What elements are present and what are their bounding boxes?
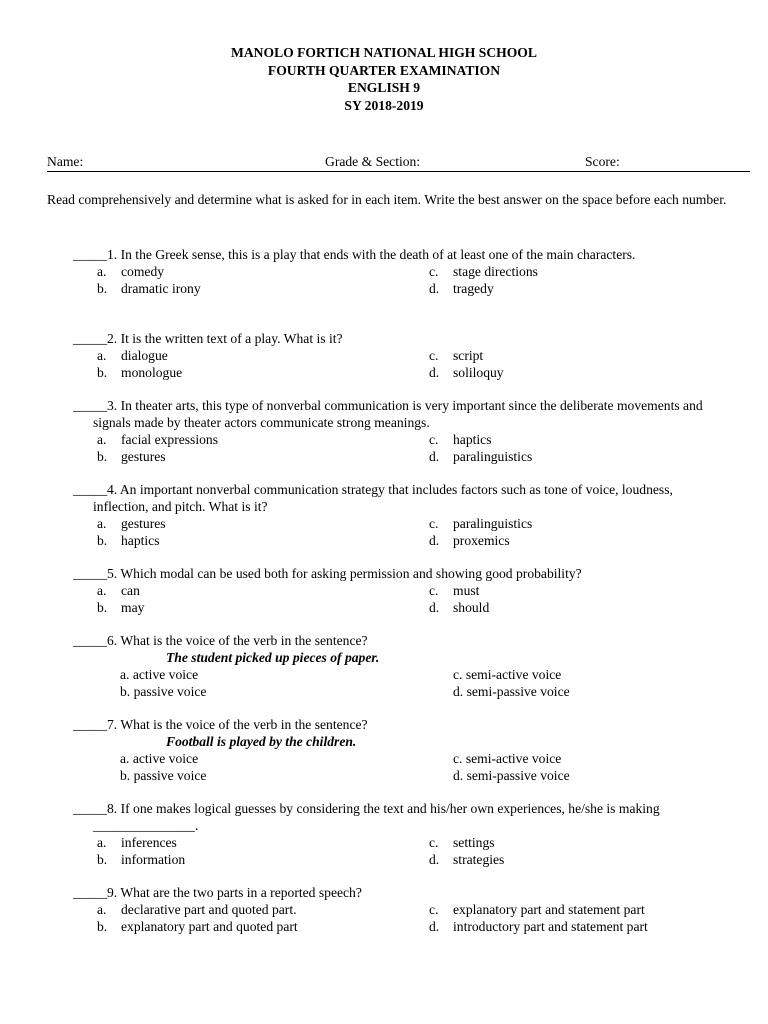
options [73,834,713,868]
instructions: Read comprehensively and determine what is asked for in each item. Write the best answer on the space before each number. [47,192,727,207]
option-c: c. script [429,348,484,363]
question-8 [73,800,713,868]
option-c: c. semi-active voice [453,751,562,766]
question-6 [73,632,713,700]
question-text: _____7. What is the voice of the verb in the sentence? [73,717,368,732]
options [73,666,713,700]
score-label: Score: [585,154,620,169]
option-d: d. tragedy [429,281,494,296]
question-text: _____3. In theater arts, this type of nonverbal communication is very important since the deliberate movements and signals made by theater actors communicate strong meanings. [73,398,703,430]
option-c: c. haptics [429,432,492,447]
question-7 [73,716,713,784]
option-a: a. inferences [97,835,177,850]
option-c: c. semi-active voice [453,667,562,682]
question-text: _____1. In the Greek sense, this is a play that ends with the death of at least one of the main characters. [73,247,636,262]
example-sentence: Football is played by the children. [166,734,357,749]
question-3 [73,397,713,465]
question-5 [73,565,713,616]
option-a: a. dialogue [97,348,168,363]
school-name: MANOLO FORTICH NATIONAL HIGH SCHOOL [231,45,537,60]
option-a: a. comedy [97,264,165,279]
subject-title: ENGLISH 9 [347,80,421,95]
question-text: _____6. What is the voice of the verb in the sentence? [73,633,368,648]
option-a: a. active voice [120,667,199,682]
option-d: d. paralinguistics [429,449,533,464]
exam-header [0,44,768,114]
question-text: _____2. It is the written text of a play. What is it? [73,331,343,346]
option-d: d. soliloquy [429,365,504,380]
example-sentence: The student picked up pieces of paper. [166,650,380,665]
student-info-row [47,153,750,172]
option-c: c. settings [429,835,495,850]
options [73,750,713,784]
question-9 [73,884,713,935]
option-b: b. passive voice [120,684,207,699]
options [73,582,713,616]
question-2 [73,330,713,381]
option-a: a. active voice [120,751,199,766]
option-c: c. paralinguistics [429,516,533,531]
question-text: _____4. An important nonverbal communication strategy that includes factors such as tone of voice, loudness, inflection, and pitch. What is it? [73,482,673,514]
option-d: d. introductory part and statement part [429,919,648,934]
option-a: a. can [97,583,140,598]
option-c: c. stage directions [429,264,538,279]
question-1 [73,246,713,297]
question-text: _____8. If one makes logical guesses by considering the text and his/her own experiences, he/she is making _______________. [73,801,660,833]
option-d: d. should [429,600,490,615]
options [73,347,713,381]
exam-title: FOURTH QUARTER EXAMINATION [267,62,501,78]
option-b: b. monologue [97,365,183,380]
grade-section-label: Grade & Section: [325,154,421,169]
question-text: _____5. Which modal can be used both for asking permission and showing good probability? [73,566,582,581]
option-d: d. semi-passive voice [453,768,570,783]
option-d: d. proxemics [429,533,510,548]
option-b: b. haptics [97,533,160,548]
question-4 [73,481,713,549]
options [73,263,713,297]
options [73,431,713,465]
options [73,901,713,935]
option-a: a. facial expressions [97,432,219,447]
school-year: SY 2018-2019 [344,97,424,113]
option-c: c. explanatory part and statement part [429,902,645,917]
option-b: b. gestures [97,449,166,464]
option-d: d. strategies [429,852,505,867]
option-a: a. gestures [97,516,166,531]
option-a: a. declarative part and quoted part. [97,902,297,917]
name-label: Name: [47,154,84,169]
option-c: c. must [429,583,480,598]
option-b: b. passive voice [120,768,207,783]
option-d: d. semi-passive voice [453,684,570,699]
option-b: b. may [97,600,145,615]
option-b: b. dramatic irony [97,281,201,296]
question-text: _____9. What are the two parts in a reported speech? [73,885,362,900]
option-b: b. explanatory part and quoted part [97,919,298,934]
options [73,515,713,549]
option-b: b. information [97,852,186,867]
